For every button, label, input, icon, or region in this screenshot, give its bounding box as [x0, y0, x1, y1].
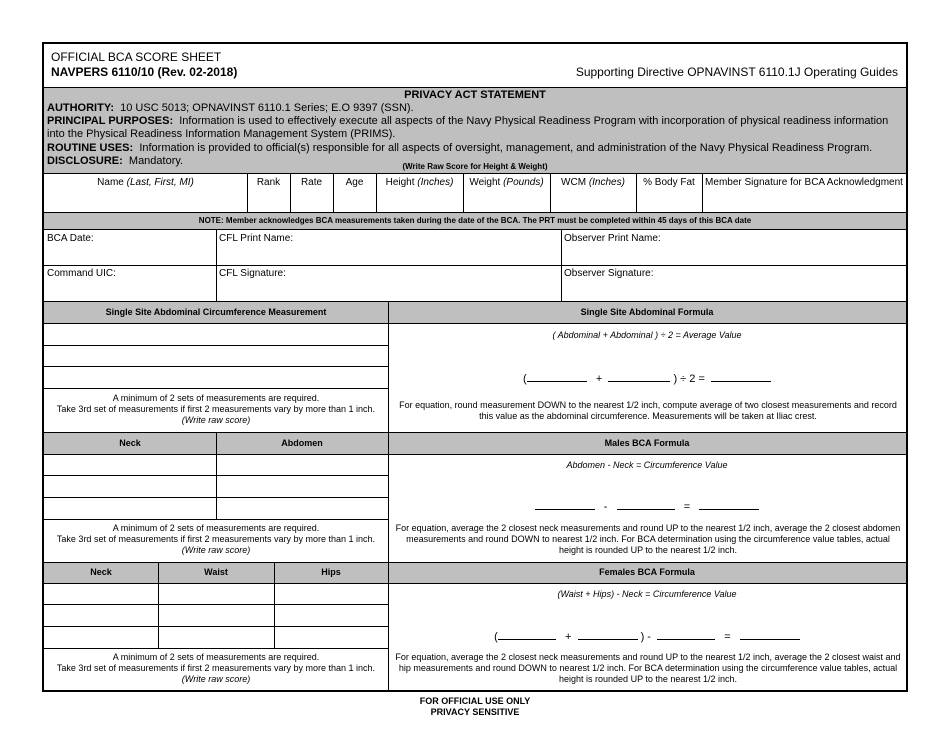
- females-formula: (Waist + Hips) - Neck = Circumference Value: [557, 589, 737, 599]
- males-neck-row-1[interactable]: [44, 455, 216, 475]
- females-instruction: For equation, average the 2 closest neck measurements and round UP to the nearest 1/2 inch, average the 2 closest waist and hip measurements and round DOWN to nearest 1/2 inch. For BCA determination using the circumference value tables, actual height is rounded UP to the nearest 1/2 inch.: [395, 652, 901, 684]
- purposes-text: Information is used to effectively execute all aspects of the Navy Physical Readiness Program with incorporation of physical readiness information into the Physical Readiness Information Management System (PRIMS).: [47, 115, 889, 141]
- females-equation: ( + ) - =: [388, 629, 906, 643]
- abdomen-blank[interactable]: [535, 499, 595, 510]
- males-neck-row-3[interactable]: [44, 498, 216, 519]
- raw-score-note: (Write Raw Score for Height & Weight): [402, 162, 548, 171]
- females-formula-header: Females BCA Formula: [599, 567, 695, 577]
- wcm-column-header[interactable]: WCM (Inches): [561, 177, 625, 188]
- females-waist-header: Waist: [204, 567, 228, 577]
- footer-official-use: FOR OFFICIAL USE ONLY: [419, 696, 531, 706]
- abdominal-1-blank[interactable]: [527, 371, 587, 382]
- footer-privacy-sensitive: PRIVACY SENSITIVE: [430, 707, 520, 717]
- disclosure-label: DISCLOSURE:: [47, 154, 123, 167]
- cfl-print-name-field[interactable]: CFL Print Name:: [219, 233, 294, 244]
- males-formula-header: Males BCA Formula: [604, 438, 690, 448]
- females-hips-header: Hips: [321, 567, 341, 577]
- command-uic-field[interactable]: Command UIC:: [47, 268, 116, 279]
- observer-print-name-field[interactable]: Observer Print Name:: [564, 233, 661, 244]
- females-neck-row-1[interactable]: [44, 584, 158, 604]
- females-neck-blank[interactable]: [657, 629, 715, 640]
- cfl-signature-field[interactable]: CFL Signature:: [219, 268, 286, 279]
- single-site-row-1[interactable]: [44, 324, 388, 345]
- single-site-formula: ( Abdominal + Abdominal ) ÷ 2 = Average Value: [552, 330, 742, 340]
- single-site-instruction: For equation, round measurement DOWN to the nearest 1/2 inch, compute average of two closest measurements and record this value as the abdominal circumference. Measurements will be taken at Iliac crest.: [399, 400, 897, 421]
- females-neck-row-3[interactable]: [44, 627, 158, 648]
- females-neck-header: Neck: [90, 567, 112, 577]
- females-neck-row-2[interactable]: [44, 605, 158, 626]
- body-fat-column-header[interactable]: % Body Fat: [643, 177, 695, 188]
- purposes-label: PRINCIPAL PURPOSES:: [47, 115, 174, 128]
- form-title: OFFICIAL BCA SCORE SHEET: [51, 50, 222, 64]
- observer-signature-field[interactable]: Observer Signature:: [564, 268, 654, 279]
- females-hips-row-2[interactable]: [274, 605, 388, 626]
- bca-date-field[interactable]: BCA Date:: [47, 233, 94, 244]
- name-column-header[interactable]: Name (Last, First, MI): [97, 177, 194, 188]
- males-abdomen-row-2[interactable]: [216, 476, 388, 497]
- supporting-directive: Supporting Directive OPNAVINST 6110.1J Operating Guides: [575, 65, 898, 79]
- authority-text: 10 USC 5013; OPNAVINST 6110.1 Series; E.O 9397 (SSN).: [120, 102, 414, 114]
- routine-uses-text: Information is provided to official(s) responsible for all aspects of oversight, management, and administration of the Navy Physical Readiness Program.: [139, 141, 873, 154]
- age-column-header[interactable]: Age: [345, 177, 364, 188]
- females-measurement-note: A minimum of 2 sets of measurements are required. Take 3rd set of measurements if first 2 measurements vary by more than 1 inch. (Write raw score): [56, 652, 376, 684]
- routine-uses-label: ROUTINE USES:: [47, 141, 134, 154]
- single-site-row-3[interactable]: [44, 367, 388, 388]
- females-waist-row-1[interactable]: [158, 584, 274, 604]
- males-circumference-blank[interactable]: [699, 499, 759, 510]
- authority-label: AUTHORITY:: [47, 102, 115, 114]
- females-waist-row-2[interactable]: [158, 605, 274, 626]
- average-value-blank[interactable]: [711, 371, 771, 382]
- males-neck-header: Neck: [119, 438, 141, 448]
- single-site-equation: ( + ) ÷ 2 =: [388, 371, 906, 385]
- rate-column-header[interactable]: Rate: [300, 177, 323, 188]
- single-site-measurement-note: A minimum of 2 sets of measurements are required. Take 3rd set of measurements if first 2 measurements vary by more than 1 inch. (Write raw score): [56, 393, 376, 425]
- males-formula: Abdomen - Neck = Circumference Value: [566, 460, 728, 470]
- males-measurement-note: A minimum of 2 sets of measurements are required. Take 3rd set of measurements if first 2 measurements vary by more than 1 inch. (Write raw score): [56, 523, 376, 555]
- males-abdomen-row-3[interactable]: [216, 498, 388, 519]
- single-site-measurement-header: Single Site Abdominal Circumference Measurement: [105, 307, 327, 317]
- bca-note: NOTE: Member acknowledges BCA measurements taken during the date of the BCA. The PRT must be completed within 45 days of this BCA date: [198, 216, 752, 225]
- hips-blank[interactable]: [578, 629, 638, 640]
- males-neck-row-2[interactable]: [44, 476, 216, 497]
- females-circumference-blank[interactable]: [740, 629, 800, 640]
- waist-blank[interactable]: [498, 629, 556, 640]
- males-abdomen-header: Abdomen: [281, 438, 323, 448]
- abdominal-2-blank[interactable]: [608, 371, 670, 382]
- females-hips-row-3[interactable]: [274, 627, 388, 648]
- disclosure-text: Mandatory.: [128, 154, 184, 167]
- males-equation: - =: [388, 499, 906, 513]
- females-waist-row-3[interactable]: [158, 627, 274, 648]
- single-site-row-2[interactable]: [44, 346, 388, 366]
- privacy-act-text: [47, 102, 903, 168]
- weight-column-header[interactable]: Weight (Pounds): [469, 177, 544, 188]
- males-instruction: For equation, average the 2 closest neck measurements and round UP to the nearest 1/2 inch, average the 2 closest abdomen measurements and round DOWN to nearest 1/2 inch. For BCA determination using the circumference value tables, actual height is rounded UP to the nearest 1/2 inch.: [395, 523, 901, 555]
- rank-column-header[interactable]: Rank: [256, 177, 281, 188]
- bca-score-sheet: [42, 42, 908, 692]
- males-abdomen-row-1[interactable]: [216, 455, 388, 475]
- footer: [0, 696, 950, 718]
- member-signature-column-header[interactable]: Member Signature for BCA Acknowledgment: [705, 177, 903, 188]
- neck-blank[interactable]: [617, 499, 675, 510]
- privacy-act-heading: PRIVACY ACT STATEMENT: [404, 89, 546, 101]
- form-number: NAVPERS 6110/10 (Rev. 02-2018): [51, 65, 238, 79]
- females-hips-row-1[interactable]: [274, 584, 388, 604]
- single-site-formula-header: Single Site Abdominal Formula: [580, 307, 714, 317]
- height-column-header[interactable]: Height (Inches): [385, 177, 454, 188]
